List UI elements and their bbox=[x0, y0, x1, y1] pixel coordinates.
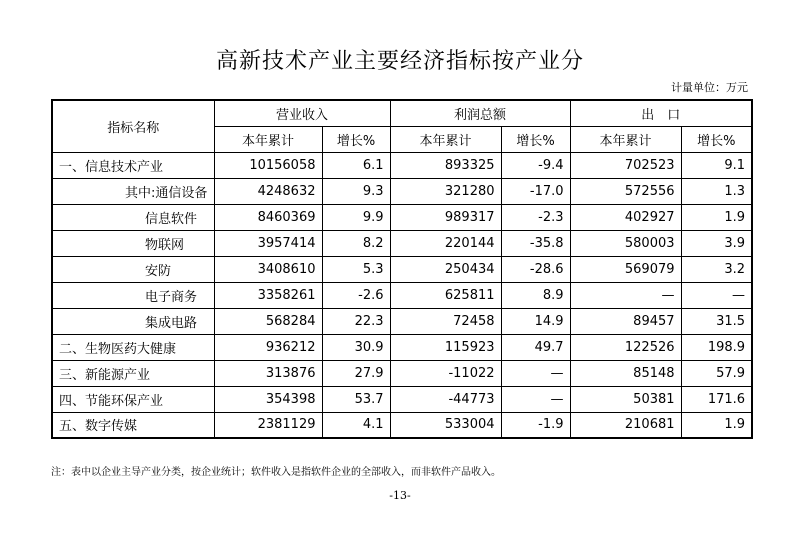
table-cell: 2381129 bbox=[214, 412, 322, 438]
row-label: 集成电路 bbox=[52, 308, 214, 334]
table-cell: -17.0 bbox=[501, 178, 570, 204]
indicator-header: 指标名称 bbox=[52, 100, 214, 152]
table-cell: -2.3 bbox=[501, 204, 570, 230]
table-cell: 9.3 bbox=[322, 178, 390, 204]
table-row bbox=[52, 204, 752, 230]
footnote: 注：表中以企业主导产业分类，按企业统计；软件收入是指软件企业的全部收入，而非软件产品收入。 bbox=[51, 467, 501, 478]
sub-header: 增长% bbox=[681, 126, 752, 152]
row-label: 安防 bbox=[52, 256, 214, 282]
table-row bbox=[52, 178, 752, 204]
table-cell: 22.3 bbox=[322, 308, 390, 334]
table-cell: 989317 bbox=[390, 204, 501, 230]
table-cell: 30.9 bbox=[322, 334, 390, 360]
table-row bbox=[52, 334, 752, 360]
table-cell: 115923 bbox=[390, 334, 501, 360]
row-label: 三、新能源产业 bbox=[52, 360, 214, 386]
table-cell: 402927 bbox=[570, 204, 681, 230]
table-cell: 4.1 bbox=[322, 412, 390, 438]
table-cell: 220144 bbox=[390, 230, 501, 256]
table-cell: 533004 bbox=[390, 412, 501, 438]
table-cell: 4248632 bbox=[214, 178, 322, 204]
header-row-groups bbox=[52, 100, 752, 126]
row-label: 物联网 bbox=[52, 230, 214, 256]
row-label: 信息软件 bbox=[52, 204, 214, 230]
table-cell: 9.9 bbox=[322, 204, 390, 230]
table-row bbox=[52, 386, 752, 412]
table-cell: 1.3 bbox=[681, 178, 752, 204]
table-cell: — bbox=[501, 360, 570, 386]
table-cell: -9.4 bbox=[501, 152, 570, 178]
sub-header: 本年累计 bbox=[214, 126, 322, 152]
unit-label: 计量单位：万元 bbox=[671, 81, 748, 94]
table-cell: 8.9 bbox=[501, 282, 570, 308]
table-cell: 171.6 bbox=[681, 386, 752, 412]
table-cell: 893325 bbox=[390, 152, 501, 178]
table-cell: — bbox=[501, 386, 570, 412]
sub-header: 增长% bbox=[501, 126, 570, 152]
table-cell: 49.7 bbox=[501, 334, 570, 360]
table-cell: 72458 bbox=[390, 308, 501, 334]
page-title: 高新技术产业主要经济指标按产业分 bbox=[215, 49, 584, 74]
table-row bbox=[52, 360, 752, 386]
row-label: 电子商务 bbox=[52, 282, 214, 308]
table-cell: -1.9 bbox=[501, 412, 570, 438]
table-cell: — bbox=[570, 282, 681, 308]
sub-header: 本年累计 bbox=[570, 126, 681, 152]
table-cell: 313876 bbox=[214, 360, 322, 386]
table-cell: 85148 bbox=[570, 360, 681, 386]
table-cell: 3.2 bbox=[681, 256, 752, 282]
table-cell: 53.7 bbox=[322, 386, 390, 412]
table-cell: 31.5 bbox=[681, 308, 752, 334]
sub-header: 增长% bbox=[322, 126, 390, 152]
table-row bbox=[52, 152, 752, 178]
table-cell: -2.6 bbox=[322, 282, 390, 308]
row-label: 其中:通信设备 bbox=[52, 178, 214, 204]
table-cell: 1.9 bbox=[681, 412, 752, 438]
table-cell: -11022 bbox=[390, 360, 501, 386]
table-cell: 198.9 bbox=[681, 334, 752, 360]
profit-header: 利润总额 bbox=[390, 100, 570, 126]
table-cell: -35.8 bbox=[501, 230, 570, 256]
revenue-header: 营业收入 bbox=[214, 100, 390, 126]
page-number: -13- bbox=[389, 489, 411, 502]
table-cell: 27.9 bbox=[322, 360, 390, 386]
table-cell: 5.3 bbox=[322, 256, 390, 282]
row-label: 一、信息技术产业 bbox=[52, 152, 214, 178]
table-row bbox=[52, 412, 752, 438]
table-cell: 250434 bbox=[390, 256, 501, 282]
table-cell: 9.1 bbox=[681, 152, 752, 178]
table-cell: 210681 bbox=[570, 412, 681, 438]
indicators-table bbox=[51, 99, 753, 439]
table-cell: 569079 bbox=[570, 256, 681, 282]
table-cell: 625811 bbox=[390, 282, 501, 308]
table-cell: 1.9 bbox=[681, 204, 752, 230]
table-cell: 3358261 bbox=[214, 282, 322, 308]
table-cell: 10156058 bbox=[214, 152, 322, 178]
table-cell: 568284 bbox=[214, 308, 322, 334]
export-header: 出 口 bbox=[570, 100, 752, 126]
row-label: 二、生物医药大健康 bbox=[52, 334, 214, 360]
table-cell: 6.1 bbox=[322, 152, 390, 178]
table-row bbox=[52, 256, 752, 282]
table-cell: 50381 bbox=[570, 386, 681, 412]
table-cell: 3957414 bbox=[214, 230, 322, 256]
table-cell: 354398 bbox=[214, 386, 322, 412]
table-cell: 580003 bbox=[570, 230, 681, 256]
table-cell: 8460369 bbox=[214, 204, 322, 230]
table-cell: 8.2 bbox=[322, 230, 390, 256]
table-cell: -44773 bbox=[390, 386, 501, 412]
table-row bbox=[52, 230, 752, 256]
table-cell: 572556 bbox=[570, 178, 681, 204]
sub-header: 本年累计 bbox=[390, 126, 501, 152]
table-cell: 89457 bbox=[570, 308, 681, 334]
table-cell: — bbox=[681, 282, 752, 308]
row-label: 四、节能环保产业 bbox=[52, 386, 214, 412]
table-cell: 122526 bbox=[570, 334, 681, 360]
table-cell: 702523 bbox=[570, 152, 681, 178]
table-cell: 321280 bbox=[390, 178, 501, 204]
table-row bbox=[52, 282, 752, 308]
table-cell: 14.9 bbox=[501, 308, 570, 334]
table-cell: 3.9 bbox=[681, 230, 752, 256]
table-cell: 3408610 bbox=[214, 256, 322, 282]
table-cell: 57.9 bbox=[681, 360, 752, 386]
table-row bbox=[52, 308, 752, 334]
table-cell: -28.6 bbox=[501, 256, 570, 282]
row-label: 五、数字传媒 bbox=[52, 412, 214, 438]
table-cell: 936212 bbox=[214, 334, 322, 360]
